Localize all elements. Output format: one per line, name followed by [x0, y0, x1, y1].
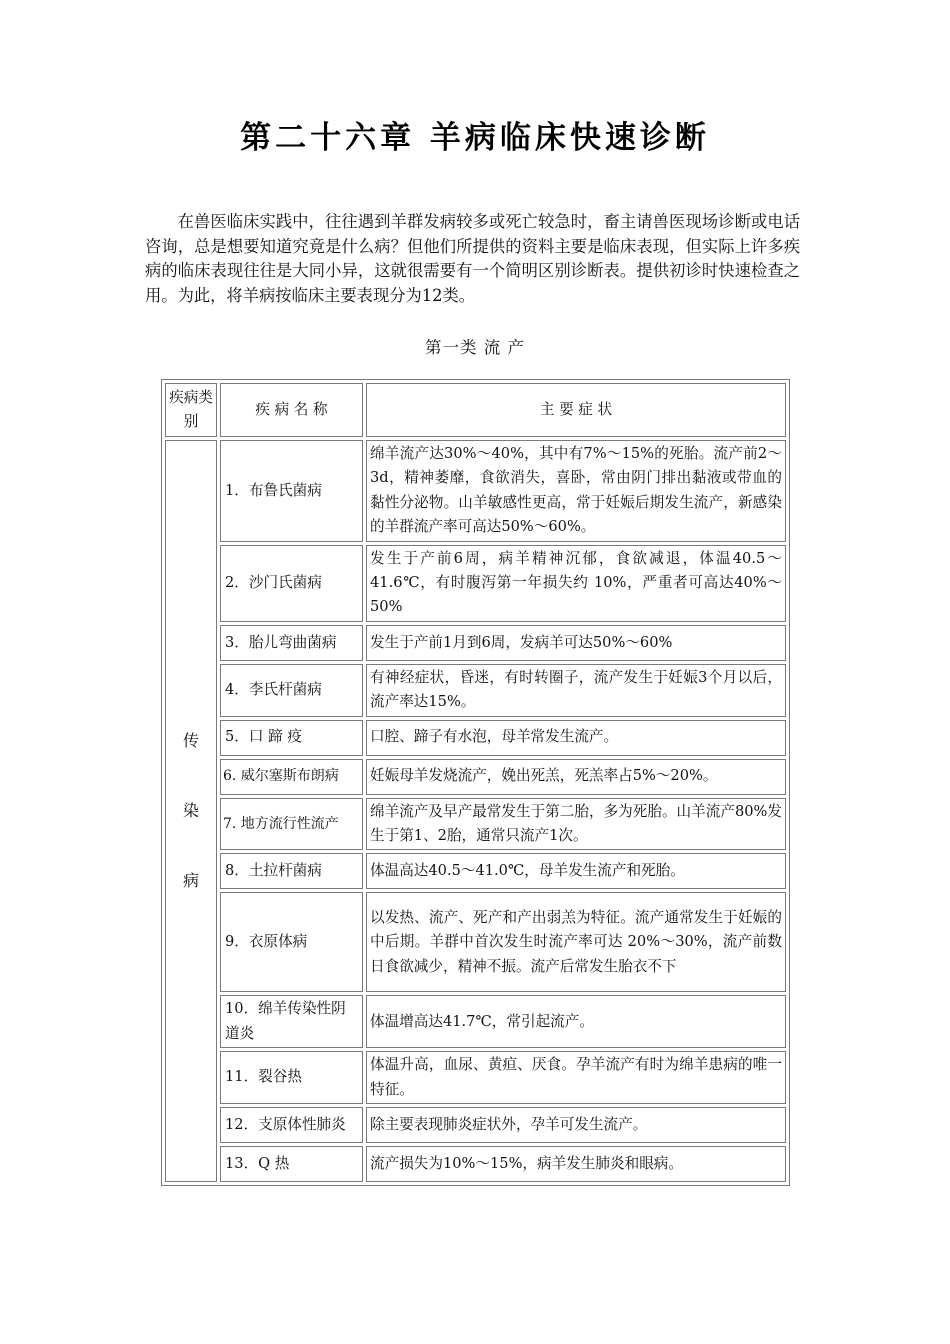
disease-name: 1．布鲁氏菌病	[220, 440, 363, 542]
disease-symptoms: 口腔、蹄子有水泡，母羊常发生流产。	[366, 720, 786, 756]
disease-name: 8．土拉杆菌病	[220, 853, 363, 889]
disease-name: 13．Q 热	[220, 1146, 363, 1182]
disease-name: 2．沙门氏菌病	[220, 545, 363, 622]
table-row	[165, 545, 786, 622]
disease-symptoms: 妊娠母羊发烧流产，娩出死羔，死羔率占5%～20%。	[366, 759, 786, 795]
table-row	[165, 798, 786, 851]
disease-symptoms: 流产损失为10%～15%，病羊发生肺炎和眼病。	[366, 1146, 786, 1182]
disease-symptoms: 以发热、流产、死产和产出弱羔为特征。流产通常发生于妊娠的中后期。羊群中首次发生时流产率可达 20%～30%，流产前数日食欲减少，精神不振。流产后常发生胎衣不下	[366, 892, 786, 992]
disease-symptoms: 有神经症状，昏迷，有时转圈子，流产发生于妊娠3个月以后，流产率达15%。	[366, 664, 786, 717]
table-row	[165, 440, 786, 542]
disease-name: 4．李氏杆菌病	[220, 664, 363, 717]
disease-symptoms: 绵羊流产及早产最常发生于第二胎，多为死胎。山羊流产80%发生于第1、2胎，通常只流产1次。	[366, 798, 786, 851]
table-row	[165, 625, 786, 661]
category-char: 传	[182, 731, 199, 751]
disease-symptoms: 体温高达40.5～41.0℃，母羊发生流产和死胎。	[366, 853, 786, 889]
page-title: 第二十六章 羊病临床快速诊断	[240, 120, 710, 156]
disease-name: 7. 地方流行性流产	[220, 798, 363, 851]
disease-name: 10．绵羊传染性阴道炎	[220, 995, 363, 1048]
table-row	[165, 664, 786, 717]
disease-name: 5．口 蹄 疫	[220, 720, 363, 756]
disease-symptoms: 发生于产前6周，病羊精神沉郁，食欲减退，体温40.5～41.6℃，有时腹泻第一年损失约 10%，严重者可高达40%～50%	[366, 545, 786, 622]
category-char: 病	[182, 871, 199, 891]
disease-symptoms: 绵羊流产达30%～40%，其中有7%～15%的死胎。流产前2～3d，精神萎靡，食欲消失，喜卧，常由阴门排出黏液或带血的黏性分泌物。山羊敏感性更高，常于妊娠后期发生流产，新感染的羊群流产率可高达50%～60%。	[366, 440, 786, 542]
disease-name: 12．支原体性肺炎	[220, 1107, 363, 1143]
section-title: 第一类 流 产	[425, 338, 525, 357]
table-row	[165, 720, 786, 756]
category-char: 染	[182, 801, 199, 821]
table-row	[165, 1051, 786, 1104]
table-row	[165, 995, 786, 1048]
table-row	[165, 892, 786, 992]
header-category: 疾病类别	[165, 383, 217, 437]
disease-symptoms: 除主要表现肺炎症状外，孕羊可发生流产。	[366, 1107, 786, 1143]
disease-symptoms: 体温升高，血尿、黄疸、厌食。孕羊流产有时为绵羊患病的唯一特征。	[366, 1051, 786, 1104]
diagnosis-table	[161, 379, 790, 1186]
intro-paragraph: 在兽医临床实践中，往往遇到羊群发病较多或死亡较急时，畜主请兽医现场诊断或电话咨询，总是想要知道究竟是什么病？但他们所提供的资料主要是临床表现，但实际上许多疾病的临床表现往往是大同小异，这就很需要有一个简明区别诊断表。提供初诊时快速检查之用。为此，将羊病按临床主要表现分为12类。	[145, 212, 800, 305]
header-symptoms: 主 要 症 状	[366, 383, 786, 437]
disease-symptoms: 体温增高达41.7℃，常引起流产。	[366, 995, 786, 1048]
disease-name: 3．胎儿弯曲菌病	[220, 625, 363, 661]
table-row	[165, 1146, 786, 1182]
disease-name: 11．裂谷热	[220, 1051, 363, 1104]
table-row	[165, 759, 786, 795]
table-header-row	[165, 383, 786, 437]
table-row	[165, 1107, 786, 1143]
disease-name: 6. 威尔塞斯布朗病	[220, 759, 363, 795]
category-cell	[165, 440, 217, 1182]
header-disease-name: 疾 病 名 称	[220, 383, 363, 437]
disease-name: 9．衣原体病	[220, 892, 363, 992]
disease-symptoms: 发生于产前1月到6周，发病羊可达50%～60%	[366, 625, 786, 661]
table-row	[165, 853, 786, 889]
